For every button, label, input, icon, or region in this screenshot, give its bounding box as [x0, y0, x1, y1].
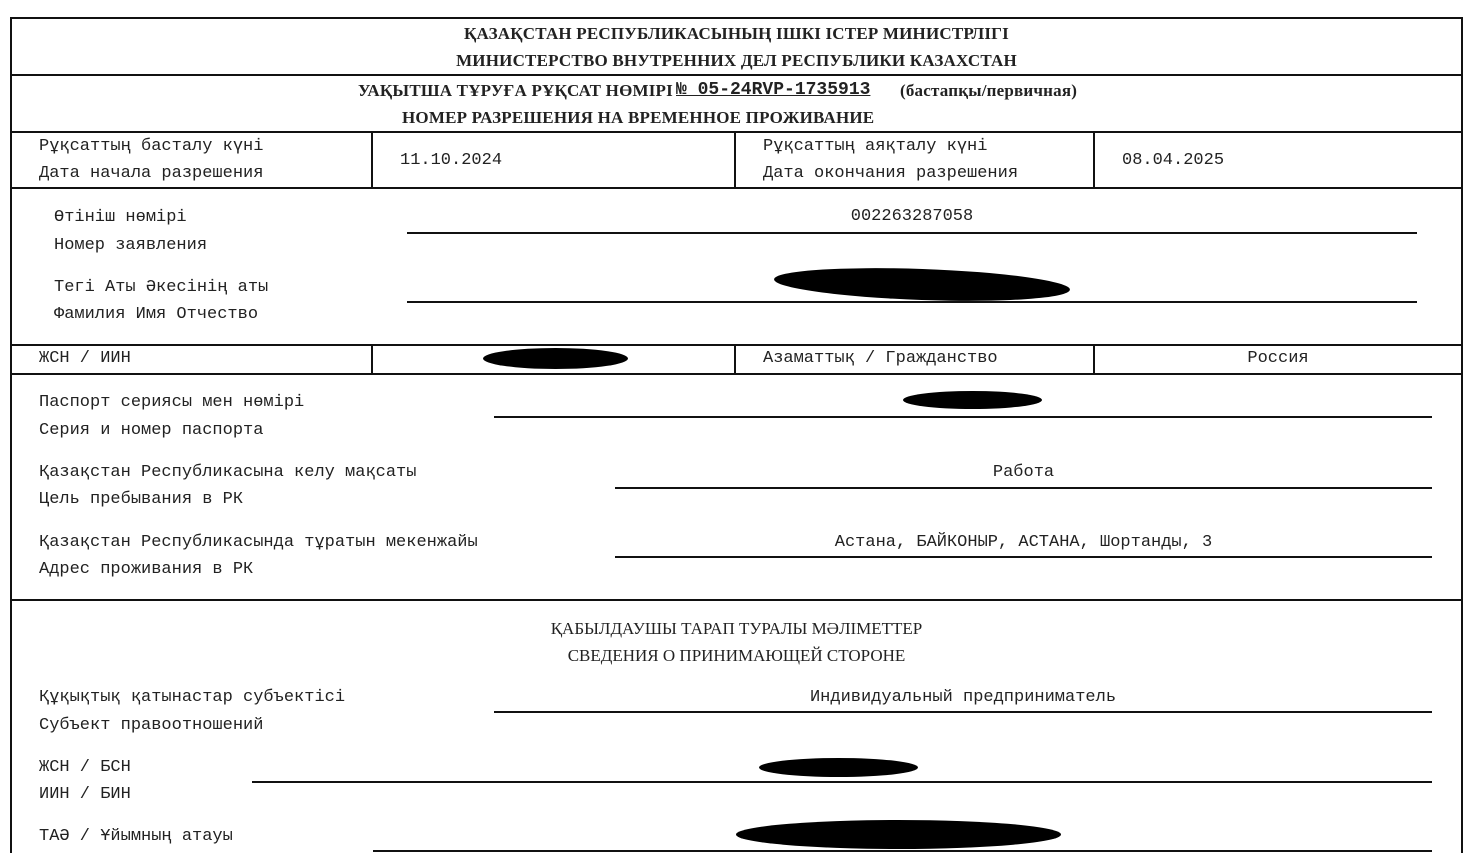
- application-number-value: 002263287058: [850, 207, 974, 226]
- org-name-redaction: [736, 820, 1061, 849]
- date-col-divider-1: [371, 131, 373, 189]
- address-underline: [615, 556, 1432, 558]
- divider-after-iin: [10, 373, 1463, 375]
- end-date-value: 08.04.2025: [1122, 151, 1225, 170]
- purpose-value: Работа: [992, 463, 1055, 482]
- date-col-divider-3: [1093, 131, 1095, 189]
- passport-redaction: [903, 391, 1042, 409]
- address-label-ru: Адрес проживания в РК: [39, 560, 254, 579]
- iin-label: ЖСН / ИИН: [39, 349, 131, 368]
- purpose-underline: [615, 487, 1432, 489]
- org-name-underline: [373, 850, 1432, 852]
- host-bin-underline: [252, 781, 1432, 783]
- subject-value: Индивидуальный предприниматель: [809, 688, 1117, 707]
- host-section-title-ru: СВЕДЕНИЯ О ПРИНИМАЮЩЕЙ СТОРОНЕ: [567, 646, 906, 665]
- citizenship-value: Россия: [1247, 349, 1309, 368]
- host-bin-label-ru: ИИН / БИН: [39, 785, 131, 804]
- permit-number: № 05-24RVP-1735913: [676, 80, 871, 100]
- application-number-label-kz: Өтініш нөмірі: [54, 208, 187, 227]
- iin-col-divider-1: [371, 344, 373, 375]
- divider-after-dates: [10, 187, 1463, 189]
- subject-label-kz: Құқықтық қатынастар субъектісі: [39, 688, 346, 707]
- start-date-label-kz: Рұқсаттың басталу күні: [39, 137, 264, 156]
- full-name-underline: [407, 301, 1417, 303]
- start-date-value: 11.10.2024: [400, 151, 503, 170]
- full-name-label-ru: Фамилия Имя Отчество: [54, 305, 259, 324]
- host-section-title-kz: ҚАБЫЛДАУШЫ ТАРАП ТУРАЛЫ МӘЛІМЕТТЕР: [550, 619, 923, 638]
- host-bin-label-kz: ЖСН / БСН: [39, 758, 131, 777]
- full-name-redaction: [774, 264, 1071, 305]
- address-value: Астана, БАЙКОНЫР, АСТАНА, Шортанды, 3: [834, 533, 1213, 552]
- purpose-label-kz: Қазақстан Республикасына келу мақсаты: [39, 463, 417, 482]
- end-date-label-kz: Рұқсаттың аяқталу күні: [763, 137, 988, 156]
- passport-label-ru: Серия и номер паспорта: [39, 421, 264, 440]
- permit-label-kz: УАҚЫТША ТҰРУҒА РҰҚСАТ НӨМІРІ: [358, 81, 673, 100]
- divider-before-iin: [10, 344, 1463, 346]
- subject-underline: [494, 711, 1432, 713]
- divider-after-ministry: [10, 74, 1463, 76]
- permit-type: (бастапқы/первичная): [900, 81, 1078, 100]
- divider-before-host: [10, 599, 1463, 601]
- date-col-divider-2: [734, 131, 736, 189]
- ministry-title-ru: МИНИСТЕРСТВО ВНУТРЕННИХ ДЕЛ РЕСПУБЛИКИ КАЗАХСТАН: [456, 51, 1017, 70]
- application-number-underline: [407, 232, 1417, 234]
- citizenship-label: Азаматтық / Гражданство: [763, 349, 998, 368]
- host-bin-redaction: [759, 758, 918, 777]
- org-name-label: ТАӘ / Ұйымның атауы: [39, 827, 233, 846]
- address-label-kz: Қазақстан Республикасында тұратын мекенжайы: [39, 533, 478, 552]
- iin-col-divider-2: [734, 344, 736, 375]
- permit-label-ru: НОМЕР РАЗРЕШЕНИЯ НА ВРЕМЕННОЕ ПРОЖИВАНИЕ: [402, 108, 875, 127]
- ministry-title-kz: ҚАЗАҚСТАН РЕСПУБЛИКАСЫНЫҢ ІШКІ ІСТЕР МИНИСТРЛІГІ: [464, 24, 1009, 43]
- iin-redaction: [483, 348, 628, 369]
- end-date-label-ru: Дата окончания разрешения: [763, 164, 1019, 183]
- start-date-label-ru: Дата начала разрешения: [39, 164, 264, 183]
- purpose-label-ru: Цель пребывания в РК: [39, 490, 244, 509]
- frame-top-border: [10, 17, 1463, 19]
- full-name-label-kz: Тегі Аты Әкесінің аты: [54, 278, 269, 297]
- passport-underline: [494, 416, 1432, 418]
- divider-after-permit: [10, 131, 1463, 133]
- application-number-label-ru: Номер заявления: [54, 236, 208, 255]
- passport-label-kz: Паспорт сериясы мен нөмірі: [39, 393, 305, 412]
- frame-left-border: [10, 17, 12, 853]
- frame-right-border: [1461, 17, 1463, 853]
- subject-label-ru: Субъект правоотношений: [39, 716, 264, 735]
